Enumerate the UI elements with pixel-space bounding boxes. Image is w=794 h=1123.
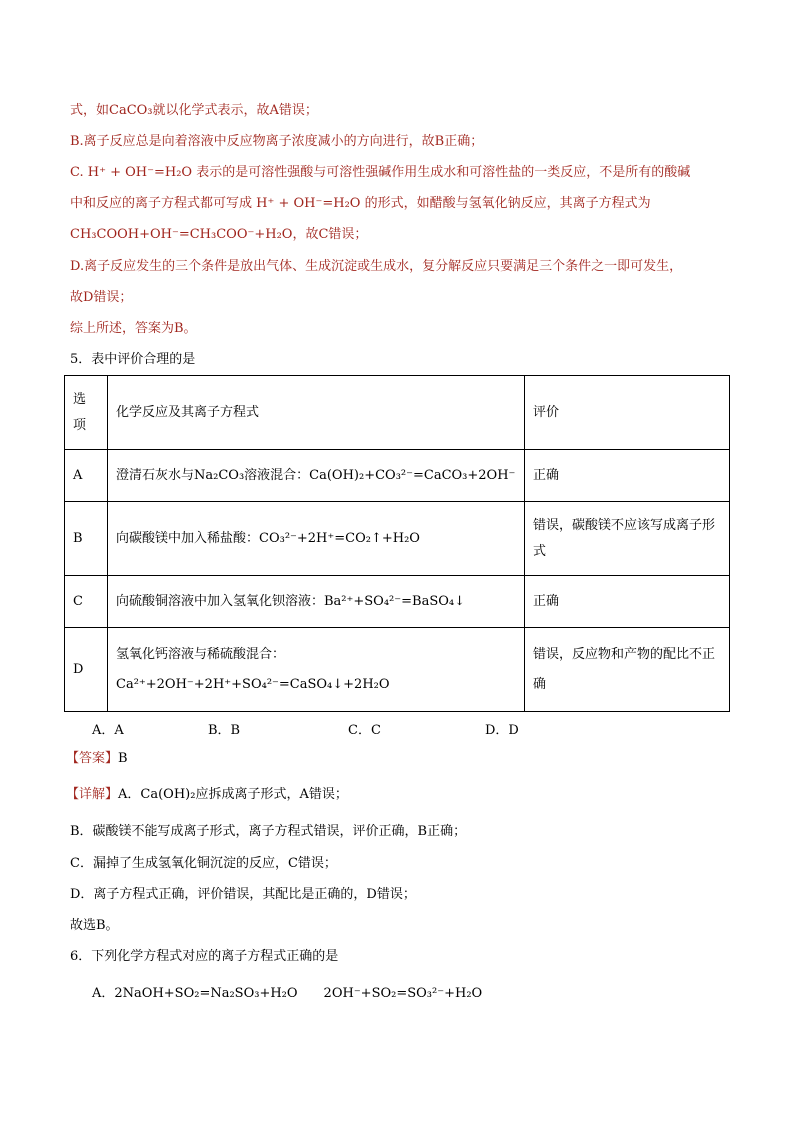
analysis-line-5: CH₃COOH+OH⁻=CH₃COO⁻+H₂O，故C错误； <box>70 227 368 242</box>
row-option: B <box>65 502 108 576</box>
detail-line-5: 故选B。 <box>70 918 119 933</box>
analysis-line-3: C. H⁺ + OH⁻=H₂O 表示的是可溶性强酸与可溶性强碱作用生成水和可溶性盐的一类反应，不是所有的酸碱 <box>70 165 691 180</box>
analysis-line-7: 故D错误； <box>70 290 133 305</box>
row-evaluation: 正确 <box>525 450 730 502</box>
question-6-option-a: A．2NaOH+SO₂=Na₂SO₃+H₂O 2OH⁻+SO₂=SO₃²⁻+H₂O <box>92 986 483 1001</box>
answer-line <box>66 750 128 768</box>
header-reaction: 化学反应及其离子方程式 <box>108 376 525 450</box>
row-reaction: 氢氧化钙溶液与稀硫酸混合：Ca²⁺+2OH⁻+2H⁺+SO₄²⁻=CaSO₄↓+2H₂O <box>108 628 525 712</box>
option-d: D．D <box>485 723 519 738</box>
detail-tag: 【详解】 <box>66 787 119 802</box>
analysis-line-1: 式，如CaCO₃就以化学式表示，故A错误； <box>70 103 318 118</box>
answer-tag: 【答案】 <box>66 751 119 766</box>
option-b: B．B <box>208 723 241 738</box>
table-row <box>65 576 730 628</box>
evaluation-table <box>64 375 730 712</box>
question-5-options <box>92 719 612 737</box>
analysis-line-6: D.离子反应发生的三个条件是放出气体、生成沉淀或生成水，复分解反应只要满足三个条件之一即可发生， <box>70 259 683 274</box>
detail-line-2: B．碳酸镁不能写成离子形式，离子方程式错误，评价正确，B正确； <box>70 824 467 839</box>
header-evaluation: 评价 <box>525 376 730 450</box>
detail-text-a: A．Ca(OH)₂应拆成离子形式，A错误； <box>118 787 348 802</box>
question-6-stem: 6．下列化学方程式对应的离子方程式正确的是 <box>70 949 339 964</box>
row-reaction: 向碳酸镁中加入稀盐酸：CO₃²⁻+2H⁺=CO₂↑+H₂O <box>108 502 525 576</box>
analysis-line-4: 中和反应的离子方程式都可写成 H⁺ + OH⁻=H₂O 的形式，如醋酸与氢氧化钠反应，其离子方程式为 <box>70 196 651 211</box>
row-reaction: 澄清石灰水与Na₂CO₃溶液混合：Ca(OH)₂+CO₃²⁻=CaCO₃+2OH⁻ <box>108 450 525 502</box>
detail-line-1 <box>66 786 348 804</box>
option-a: A．A <box>92 723 124 738</box>
row-option: C <box>65 576 108 628</box>
analysis-line-2: B.离子反应总是向着溶液中反应物离子浓度减小的方向进行，故B正确； <box>70 134 484 149</box>
detail-line-3: C．漏掉了生成氢氧化铜沉淀的反应，C错误； <box>70 856 337 871</box>
table-row <box>65 450 730 502</box>
table-header-row <box>65 376 730 450</box>
table-row <box>65 628 730 712</box>
row-evaluation: 错误，碳酸镁不应该写成离子形式 <box>525 502 730 576</box>
option-c: C．C <box>348 723 381 738</box>
row-option: A <box>65 450 108 502</box>
row-evaluation: 错误，反应物和产物的配比不正确 <box>525 628 730 712</box>
row-reaction: 向硫酸铜溶液中加入氢氧化钡溶液：Ba²⁺+SO₄²⁻=BaSO₄↓ <box>108 576 525 628</box>
table-row <box>65 502 730 576</box>
analysis-line-8: 综上所述，答案为B。 <box>70 321 197 336</box>
detail-line-4: D．离子方程式正确，评价错误，其配比是正确的，D错误； <box>70 887 416 902</box>
header-option: 选 项 <box>65 376 108 450</box>
answer-value: B <box>118 751 128 766</box>
question-5-stem: 5．表中评价合理的是 <box>70 352 196 367</box>
row-option: D <box>65 628 108 712</box>
row-evaluation: 正确 <box>525 576 730 628</box>
